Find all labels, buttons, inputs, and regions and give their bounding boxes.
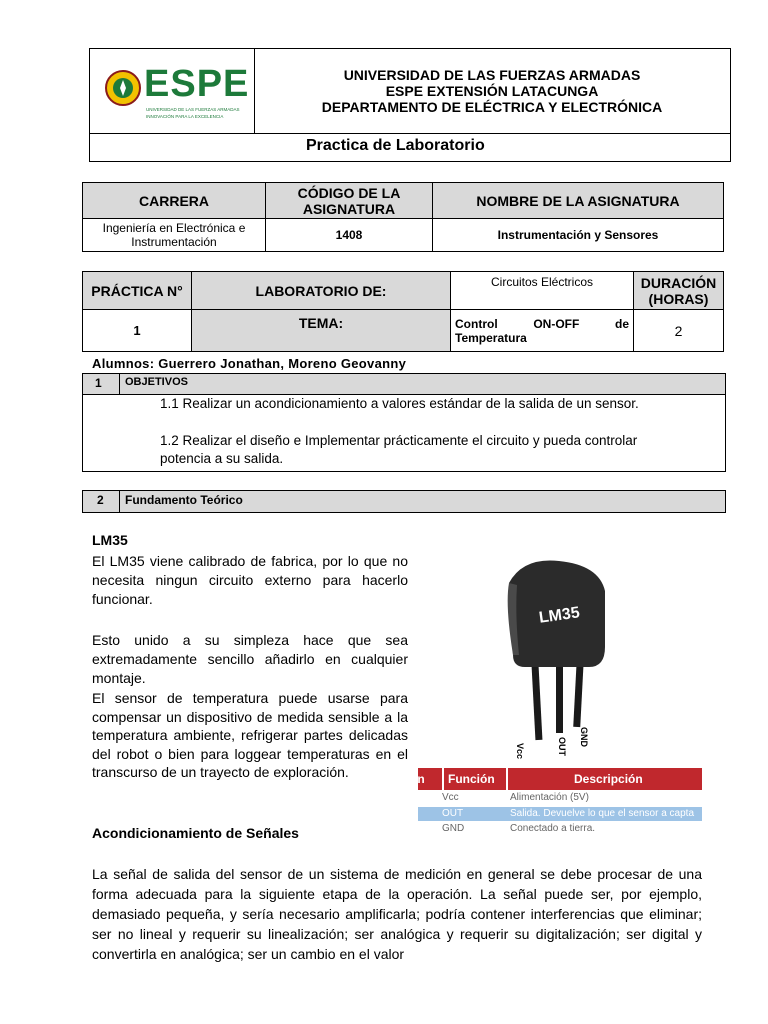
fundamento-title: Fundamento Teórico — [125, 493, 243, 507]
funcion-col-header: Función — [448, 772, 495, 786]
objetivos-number: 1 — [95, 376, 102, 390]
pin-label-vcc: Vcc — [515, 743, 525, 760]
tema-header: TEMA: — [192, 310, 451, 352]
asignatura-value: Instrumentación y Sensores — [433, 219, 724, 252]
laboratorio-value: Circuitos Eléctricos — [451, 272, 634, 310]
duracion-value: 2 — [634, 310, 724, 352]
course-table — [82, 182, 724, 252]
header-box — [89, 48, 731, 162]
pin-header-divider-1 — [442, 768, 444, 790]
institution-name: UNIVERSIDAD DE LAS FUERZAS ARMADAS — [343, 67, 641, 83]
students-line: Alumnos: Guerrero Jonathan, Moreno Geovanny — [92, 356, 407, 371]
pin-row-2-descripcion: Salida. Devuelve lo que el sensor a capta — [510, 808, 695, 819]
logo-subtitle-1: UNIVERSIDAD DE LAS FUERZAS ARMADAS — [146, 107, 240, 112]
pin-row-3-funcion: GND — [442, 823, 465, 834]
pin-label-gnd: GND — [579, 727, 589, 747]
pin-col-header: Pin — [406, 772, 425, 786]
acond-heading: Acondicionamiento de Señales — [92, 825, 299, 841]
pin-table-header — [406, 768, 702, 790]
asignatura-header: NOMBRE DE LA ASIGNATURA — [433, 183, 724, 219]
fundamento-number: 2 — [97, 493, 104, 507]
objetivos-header — [83, 374, 725, 395]
objetivos-box — [82, 373, 726, 472]
lm35-chip-illustration — [495, 555, 615, 770]
pin-header-divider-2 — [506, 768, 508, 790]
tema-value: Control ON-OFF de Temperatura — [451, 310, 634, 352]
lm35-paragraph-3: El sensor de temperatura puede usarse para compensar un dispositivo de medida sensible a la temperatura ambiente, refrigerar partes delicadas del robot o bien para loggear temperaturas en el transcurso de un trayecto de exploración. — [92, 690, 408, 780]
institution-block — [254, 65, 730, 125]
practice-table — [82, 271, 724, 352]
objetivo-item-1: 1.1 Realizar un acondicionamiento a valores estándar de la salida de un sensor. — [160, 396, 639, 411]
pin-row-2 — [418, 807, 702, 821]
objetivo-item-2: 1.2 Realizar el diseño e Implementar prácticamente el circuito y pueda controlar potencia a su salida. — [160, 433, 638, 466]
codigo-header: CÓDIGO DE LA ASIGNATURA — [266, 183, 433, 219]
logo-cell — [90, 49, 255, 133]
lm35-heading: LM35 — [92, 532, 128, 548]
logo-subtitle-2: INNOVACIÓN PARA LA EXCELENCIA — [146, 114, 224, 119]
department-name: DEPARTAMENTO DE ELÉCTRICA Y ELECTRÓNICA — [321, 99, 663, 115]
fundamento-divider — [119, 491, 120, 512]
university-seal-icon — [104, 69, 142, 107]
pin-row-3-descripcion: Conectado a tierra. — [510, 823, 596, 834]
descripcion-col-header: Descripción — [574, 772, 643, 786]
logo-text: ESPE — [144, 63, 250, 105]
objetivos-title: OBJETIVOS — [125, 376, 188, 388]
acond-paragraph: La señal de salida del sensor de un sistema de medición en general se debe procesar de una forma adecuada para la siguiente etapa de la operación. La señal puede ser, por ejemplo, demasiado pequeña, y sería necesario amplificarla; podría contener interferencias que eliminar; ser no lineal y requerir su linealización; ser analógica y requerir su digitalización; ser digital y convertirla en analógica; ser un cambio en el valor — [92, 866, 702, 962]
title-row — [90, 133, 730, 162]
page-title: Practica de Laboratorio — [306, 137, 485, 154]
pin-row-1-funcion: Vcc — [442, 792, 459, 803]
fundamento-header — [82, 490, 726, 513]
pin-table — [406, 768, 702, 836]
carrera-value: Ingeniería en Electrónica e Instrumentación — [83, 219, 266, 252]
codigo-value: 1408 — [266, 219, 433, 252]
practica-value: 1 — [83, 310, 192, 352]
pin-row-1-descripcion: Alimentación (5V) — [510, 792, 589, 803]
pin-row-3 — [418, 823, 702, 837]
objetivos-divider — [119, 374, 120, 394]
campus-name: ESPE EXTENSIÓN LATACUNGA — [385, 83, 599, 99]
pin-label-out: OUT — [557, 737, 567, 756]
lm35-paragraph-2: Esto unido a su simpleza hace que sea extremadamente sencillo añadirlo en cualquier montaje. — [92, 632, 408, 686]
practica-header: PRÁCTICA N° — [83, 272, 192, 310]
laboratorio-header: LABORATORIO DE: — [192, 272, 451, 310]
chip-label: LM35 — [537, 604, 581, 627]
lm35-chip-svg — [495, 555, 615, 770]
pin-row-1 — [418, 792, 702, 806]
pin-row-2-funcion: OUT — [442, 808, 464, 819]
duracion-header: DURACIÓN (HORAS) — [634, 272, 724, 310]
lm35-paragraph-1: El LM35 viene calibrado de fabrica, por lo que no necesita ningun circuito externo para hacerlo funcionar. — [92, 553, 408, 607]
carrera-header: CARRERA — [83, 183, 266, 219]
